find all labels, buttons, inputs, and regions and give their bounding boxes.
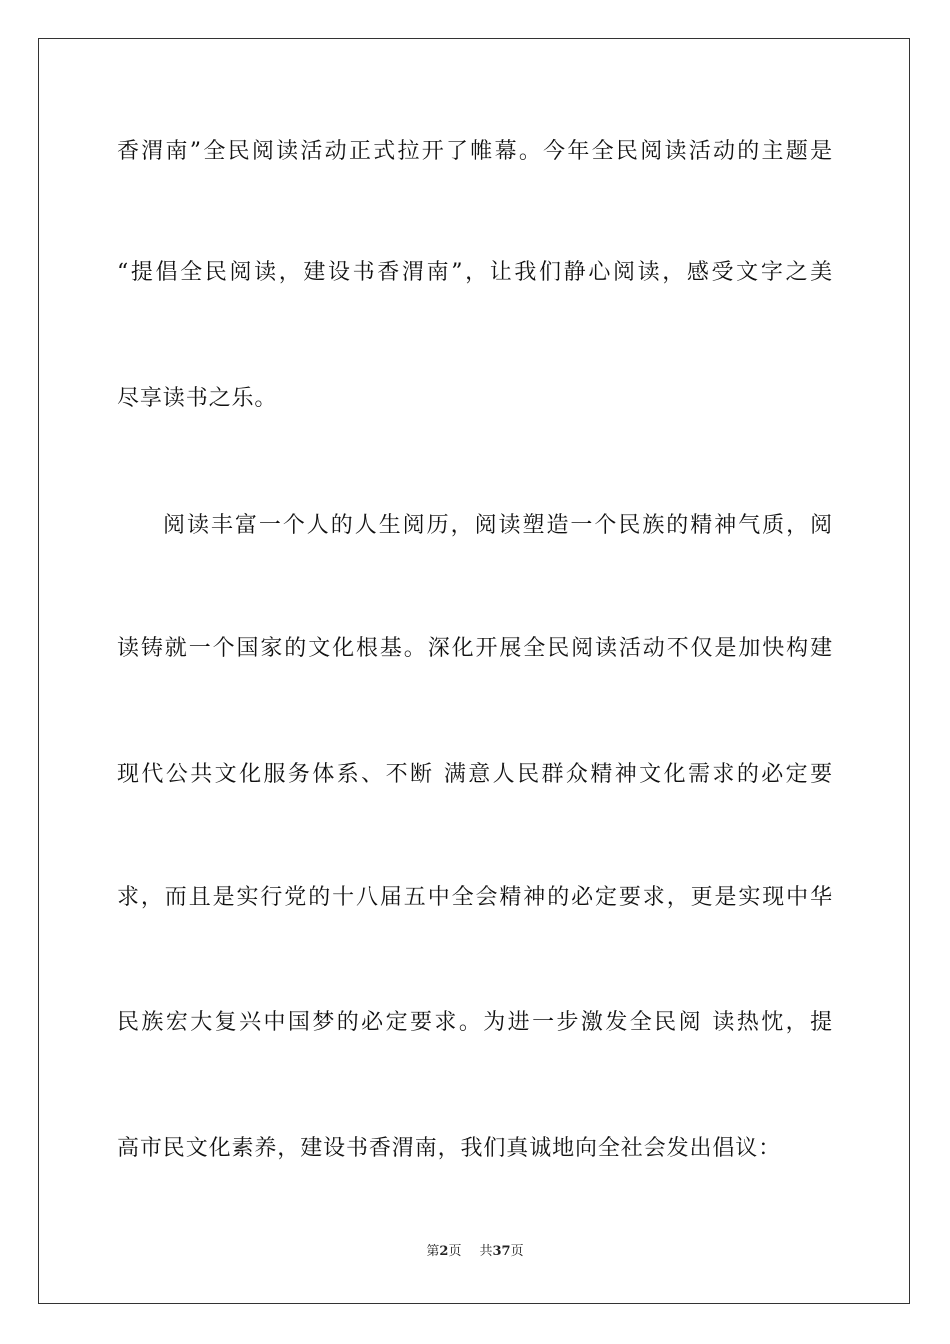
text-line: 现代公共文化服务体系、不断 满意人民群众精神文化需求的必定要 xyxy=(117,762,833,787)
text-line: 民族宏大复兴中国梦的必定要求。为进一步激发全民阅 读热忱，提 xyxy=(117,1010,833,1035)
page-number: 2 xyxy=(439,1244,449,1259)
text-line: 读铸就一个国家的文化根基。深化开展全民阅读活动不仅是加快构建 xyxy=(117,636,833,661)
page-footer xyxy=(0,1243,950,1261)
text-line: 阅读丰富一个人的人生阅历，阅读塑造一个民族的精神气质，阅 xyxy=(163,513,833,538)
total-pages: 37 xyxy=(492,1244,511,1259)
total-prefix: 共 xyxy=(479,1244,493,1259)
total-suffix: 页 xyxy=(510,1244,524,1259)
text-line: 香渭南”全民阅读活动正式拉开了帷幕。今年全民阅读活动的主题是 xyxy=(117,139,833,164)
text-line: 尽享读书之乐。 xyxy=(117,386,278,411)
page-border xyxy=(38,38,910,1304)
page-suffix: 页 xyxy=(448,1244,462,1259)
text-line: 高市民文化素养，建设书香渭南，我们真诚地向全社会发出倡议： xyxy=(117,1136,782,1161)
page-prefix: 第 xyxy=(426,1244,440,1259)
text-line: 求，而且是实行党的十八届五中全会精神的必定要求，更是实现中华 xyxy=(117,885,833,910)
text-line: “提倡全民阅读，建设书香渭南”，让我们静心阅读，感受文字之美 xyxy=(117,260,833,285)
